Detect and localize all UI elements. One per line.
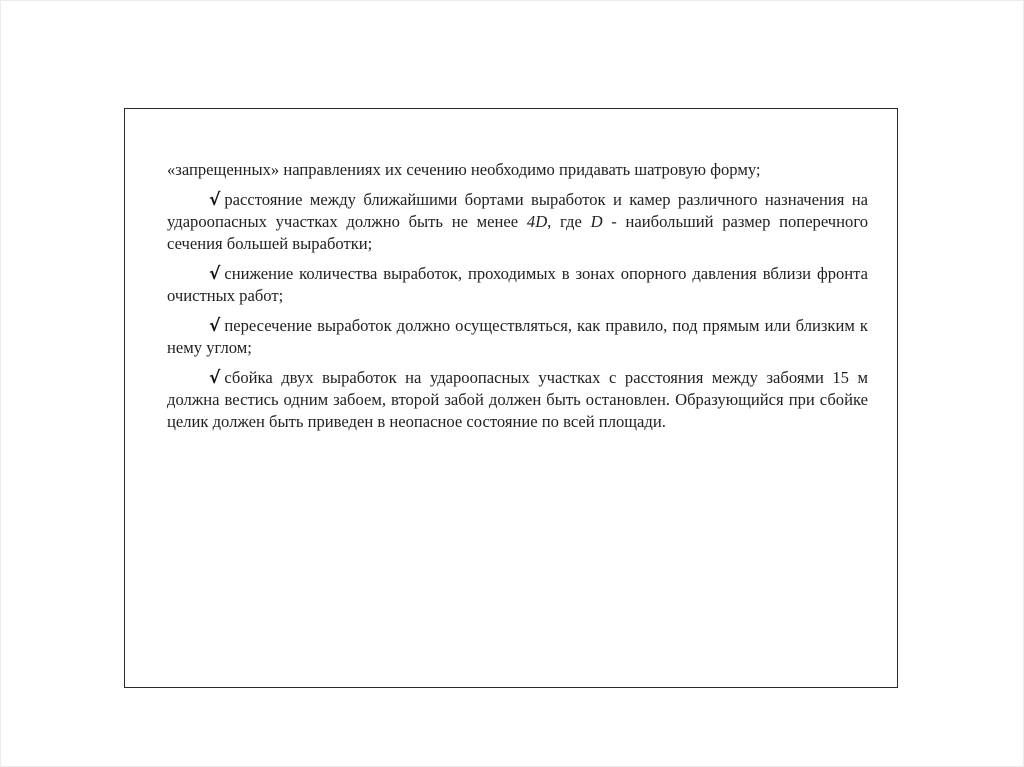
list-item-text: , где [547,212,591,231]
list-item-text: сбойка двух выработок на удароопасных участках с расстояния между забоями 15 м должна вестись одним забоем, второй забой должен быть остановлен. Образующийся при сбойке целик должен быть приведен в неопасное состояние по всей площади. [167,368,868,431]
intro-paragraph: «запрещенных» направлениях их сечению необходимо придавать шатровую форму; [167,160,761,179]
document-page [124,108,898,688]
checkmark-icon: √ [209,368,221,388]
list-item [167,315,868,359]
checkmark-icon: √ [209,316,221,336]
formula-4d: 4D [526,212,548,231]
list-item-text: пересечение выработок должно осуществляться, как правило, под прямым или близким к нему углом; [167,316,868,357]
list-item [167,189,868,255]
checkmark-icon: √ [209,264,221,284]
document-text [167,159,868,441]
list-item-text: - наибольший размер поперечного сечения большей выработки; [167,212,869,253]
checkmark-icon: √ [209,190,221,210]
formula-d: D [590,212,603,231]
list-item-text: расстояние между ближайшими бортами выработок и камер различного назначения на удароопасных участках должно быть не менее [167,190,868,231]
list-item-text: снижение количества выработок, проходимых в зонах опорного давления вблизи фронта очистных работ; [167,264,868,305]
list-item [167,367,868,433]
list-item [167,263,868,307]
